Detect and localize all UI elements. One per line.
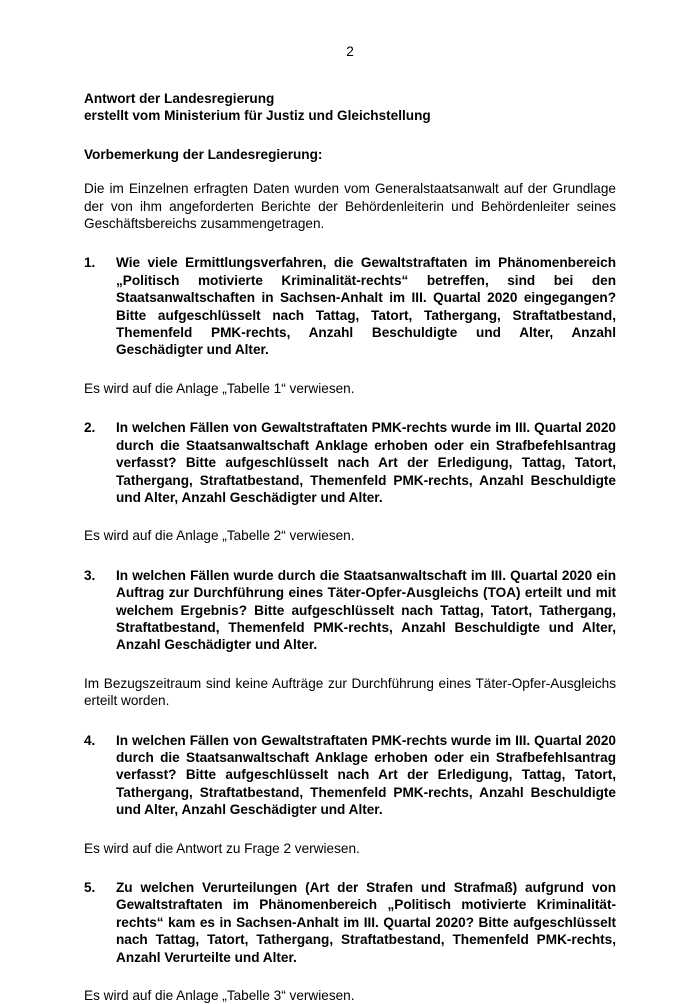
- question-text: Wie viele Ermittlungsverfahren, die Gewaltstraftaten im Phänomenbereich „Politisch motivierte Kriminalität-rechts“ betreffen, sind bei den Staatsanwaltschaften in Sachsen-Anhalt im III. Quartal 2020 eingegangen? Bitte aufgeschlüsselt nach Tattag, Tatort, Tathergang, Straftatbestand, Themenfeld PMK-rechts, Anzahl Beschuldigte und Alter, Anzahl Geschädigter und Alter.: [116, 255, 616, 358]
- preface-text: Die im Einzelnen erfragten Daten wurden vom Generalstaatsanwalt auf der Grundlage der von ihm angeforderten Berichte der Behördenleiterin und Behördenleiter seines Geschäftsbereichs zusammengetragen.: [84, 181, 616, 232]
- page-number: 2: [346, 44, 354, 59]
- header-line-2: erstellt vom Ministerium für Justiz und Gleichstellung: [84, 108, 431, 124]
- question-number: 3.: [84, 567, 96, 583]
- answer-2: Es wird auf die Anlage „Tabelle 2“ verwiesen.: [84, 528, 355, 544]
- preface-title: Vorbemerkung der Landesregierung:: [84, 146, 323, 162]
- question-3: [84, 567, 616, 654]
- question-1: [84, 254, 616, 358]
- question-number: 5.: [84, 880, 96, 895]
- answer-5: Es wird auf die Anlage „Tabelle 3“ verwiesen.: [84, 988, 355, 1004]
- answer-1: Es wird auf die Anlage „Tabelle 1“ verwiesen.: [84, 380, 355, 396]
- question-text: In welchen Fällen von Gewaltstraftaten PMK-rechts wurde im III. Quartal 2020 durch die Staatsanwaltschaft Anklage erhoben oder ein Strafbefehlsantrag verfasst? Bitte aufgeschlüsselt nach Art der Erledigung, Tattag, Tatort, Tathergang, Straftatbestand, Themenfeld PMK-rechts, Anzahl Beschuldigte und Alter, Anzahl Geschädigter und Alter.: [116, 732, 616, 818]
- question-4: [84, 732, 616, 819]
- question-text: In welchen Fällen von Gewaltstraftaten PMK-rechts wurde im III. Quartal 2020 durch die Staatsanwaltschaft Anklage erhoben oder ein Strafbefehlsantrag verfasst? Bitte aufgeschlüsselt nach Art der Erledigung, Tattag, Tatort, Tathergang, Straftatbestand, Themenfeld PMK-rechts, Anzahl Beschuldigte und Alter, Anzahl Geschädigter und Alter.: [116, 420, 616, 505]
- question-number: 1.: [84, 255, 96, 271]
- question-text: Zu welchen Verurteilungen (Art der Strafen und Strafmaß) aufgrund von Gewaltstraftaten im Phänomenbereich „Politisch motivierte Kriminalität-rechts“ kam es in Sachsen-Anhalt im III. Quartal 2020? Bitte aufgeschlüsselt nach Tattag, Tatort, Tathergang, Straftatbestand, Themenfeld PMK-rechts, Anzahl Verurteilte und Alter.: [116, 880, 616, 965]
- question-number: 2.: [84, 420, 96, 436]
- header-line-1: Antwort der Landesregierung: [84, 91, 275, 106]
- answer-4: Es wird auf die Antwort zu Frage 2 verwiesen.: [84, 840, 360, 856]
- question-2: [84, 419, 616, 506]
- question-text: In welchen Fällen wurde durch die Staatsanwaltschaft im III. Quartal 2020 ein Auftrag zur Durchführung eines Täter-Opfer-Ausgleichs (TOA) erteilt und mit welchem Ergebnis? Bitte aufgeschlüsselt nach Tattag, Tatort, Tathergang, Straftatbestand, Themenfeld PMK-rechts, Anzahl Beschuldigte und Alter, Anzahl Geschädigter und Alter.: [116, 567, 616, 653]
- answer-3: Im Bezugszeitraum sind keine Aufträge zur Durchführung eines Täter-Opfer-Ausgleichs erteilt worden.: [84, 675, 616, 709]
- question-number: 4.: [84, 732, 96, 748]
- document-body: [84, 90, 616, 1004]
- question-5: [84, 879, 616, 966]
